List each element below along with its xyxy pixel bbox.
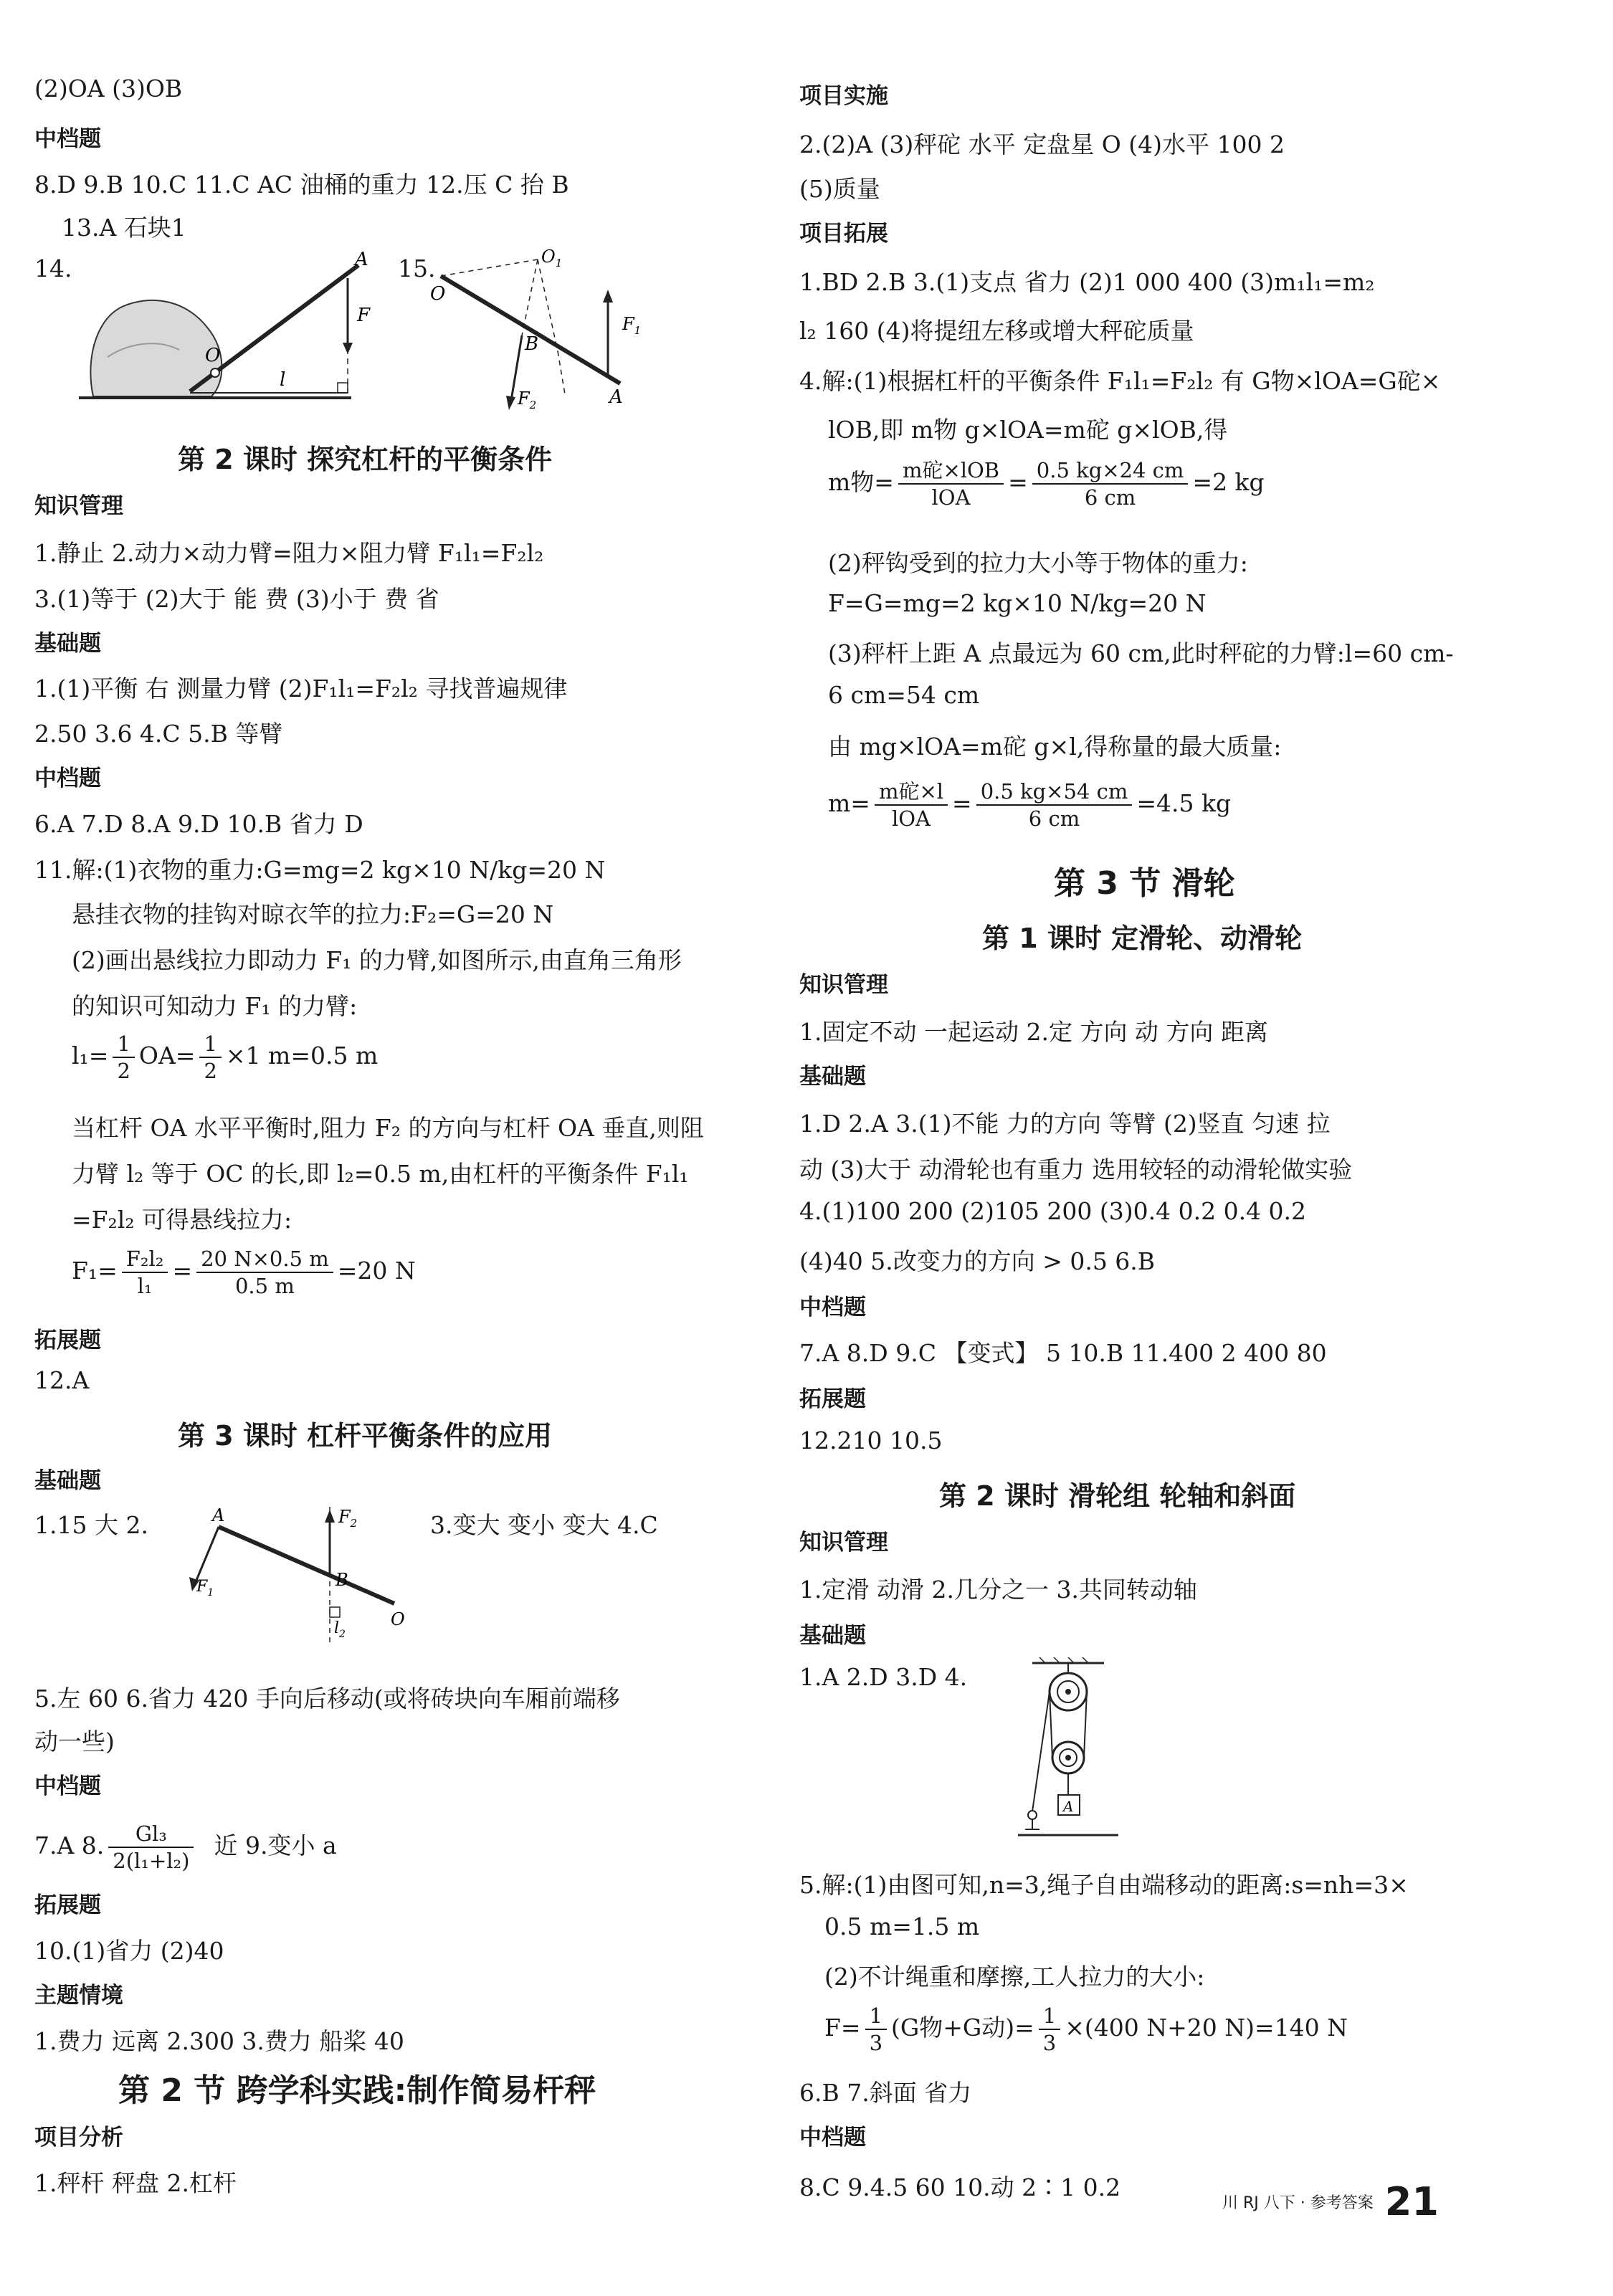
answer-line: 1.固定不动 一起运动 2.定 方向 动 方向 距离 <box>799 1018 1268 1046</box>
answer-line: =F₂l₂ 可得悬线拉力: <box>72 1206 292 1234</box>
answer-line: (5)质量 <box>799 175 880 203</box>
answer-line: 8.D 9.B 10.C 11.C AC 油桶的重力 12.压 C 抬 B <box>34 171 569 199</box>
answer-line: 1.静止 2.动力×动力臂=阻力×阻力臂 F₁l₁=F₂l₂ <box>34 539 544 567</box>
section-title: 第 2 节 跨学科实践:制作简易杆秤 <box>118 2072 596 2109</box>
section-heading: 知识管理 <box>799 1530 888 1556</box>
footer-label: 川 RJ 八下 · 参考答案 <box>1222 2194 1374 2212</box>
answer-line: F=G=mg=2 kg×10 N/kg=20 N <box>828 589 1207 617</box>
section-heading: 知识管理 <box>799 972 888 998</box>
arm-l-label: l <box>280 369 286 391</box>
answer-line: 动 (3)大于 动滑轮也有重力 选用较轻的动滑轮做实验 <box>799 1156 1353 1183</box>
answer-line: 1.BD 2.B 3.(1)支点 省力 (2)1 000 400 (3)m₁l₁=m₂ <box>799 268 1375 296</box>
force-f1-label: $F_1$ <box>196 1578 214 1599</box>
page-footer <box>1222 2179 1439 2224</box>
section-heading: 中档题 <box>799 1295 866 1320</box>
point-o-label: O <box>430 283 446 305</box>
section-heading: 基础题 <box>34 1468 101 1494</box>
section-heading: 项目拓展 <box>799 221 888 247</box>
question-number: 15. <box>398 254 436 282</box>
answer-line: 6.B 7.斜面 省力 <box>799 2079 972 2107</box>
force-f2-label: $F_2$ <box>338 1507 358 1530</box>
section-heading: 拓展题 <box>34 1328 101 1353</box>
answer-line: 11.解:(1)衣物的重力:G=mg=2 kg×10 N/kg=20 N <box>34 856 606 884</box>
point-a-label: A <box>212 1505 225 1525</box>
answer-line: (2)画出悬线拉力即动力 F₁ 的力臂,如图所示,由直角三角形 <box>72 946 682 974</box>
answer-line: 4.(1)100 200 (2)105 200 (3)0.4 0.2 0.4 0.2 <box>799 1197 1307 1225</box>
answer-line: 3.变大 变小 变大 4.C <box>430 1511 658 1539</box>
section-heading: 基础题 <box>34 631 101 657</box>
answer-line: 悬挂衣物的挂钩对晾衣竿的拉力:F₂=G=20 N <box>72 900 554 928</box>
answer-line: 5.左 60 6.省力 420 手向后移动(或将砖块向车厢前端移 <box>34 1685 620 1713</box>
figure-4-pulley-system <box>1018 1657 1118 1844</box>
equation: m物= $\frac{\text{m砣×lOB}}{\text{lOA}}$ = $\frac{0.5 kg\times 24 cm}{6 cm}$ =2 kg <box>828 458 1265 510</box>
answer-line: 的知识可知动力 F₁ 的力臂: <box>72 992 358 1020</box>
answer-line: (2)OA (3)OB <box>34 75 183 103</box>
answer-line: 8.C 9.4.5 60 10.动 2∶1 0.2 <box>799 2173 1121 2201</box>
answer-line: 2.(2)A (3)秤砣 水平 定盘星 O (4)水平 100 2 <box>799 130 1285 158</box>
point-o-label: O <box>391 1609 405 1629</box>
section-heading: 中档题 <box>34 1773 101 1799</box>
point-o1-label: $O_1$ <box>541 247 563 270</box>
section-heading: 主题情境 <box>34 1983 123 2009</box>
answer-line: 6.A 7.D 8.A 9.D 10.B 省力 D <box>34 810 363 838</box>
answer-line: 12.210 10.5 <box>799 1426 943 1454</box>
section-heading: 中档题 <box>34 126 101 152</box>
answer-line: 10.(1)省力 (2)40 <box>34 1937 224 1965</box>
answer-line: 1.秤杆 秤盘 2.杠杆 <box>34 2169 237 2197</box>
answer-line: 动一些) <box>34 1728 115 1756</box>
figure-14-lever-rock <box>65 249 373 407</box>
lesson-title: 第 1 课时 定滑轮、动滑轮 <box>982 923 1303 954</box>
answer-line: lOB,即 m物 g×lOA=m砣 g×lOB,得 <box>828 416 1228 444</box>
section-heading: 中档题 <box>799 2125 866 2150</box>
answer-line: 4.解:(1)根据杠杆的平衡条件 F₁l₁=F₂l₂ 有 G物×lOA=G砣× <box>799 367 1441 395</box>
answer-line: 1.15 大 2. <box>34 1511 148 1539</box>
equation: F₁= $\frac{\text{F₂l₂}}{\text{l₁}}$ = $\frac{20 N\times 0.5 m}{0.5 m}$ =20 N <box>72 1247 416 1298</box>
point-a-label: A <box>355 249 368 270</box>
force-f-label: F <box>357 305 371 326</box>
answer-line: 1.A 2.D 3.D 4. <box>799 1663 968 1691</box>
answer-line: (2)不计绳重和摩擦,工人拉力的大小: <box>824 1963 1205 1991</box>
answer-line: 7.A 8.D 9.C 【变式】 5 10.B 11.400 2 400 80 <box>799 1339 1327 1367</box>
answer-line: l₂ 160 (4)将提纽左移或增大秤砣质量 <box>799 317 1194 345</box>
section-heading: 基础题 <box>799 1623 866 1649</box>
answer-line: 0.5 m=1.5 m <box>824 1912 980 1940</box>
answer-line: 2.50 3.6 4.C 5.B 等臂 <box>34 720 283 748</box>
page-number: 21 <box>1384 2179 1439 2224</box>
answer-line: 由 mg×lOA=m砣 g×l,得称量的最大质量: <box>828 733 1282 761</box>
answer-line: (2)秤钩受到的拉力大小等于物体的重力: <box>828 549 1248 577</box>
figure-2-lever-forces <box>179 1500 430 1643</box>
equation: m= $\frac{\text{m砣×l}}{\text{lOA}}$ = $\frac{0.5 kg\times 54 cm}{6 cm}$ =4.5 kg <box>828 779 1232 831</box>
arm-l2-label: $l_2$ <box>334 1619 346 1640</box>
answer-line: 1.D 2.A 3.(1)不能 力的方向 等臂 (2)竖直 匀速 拉 <box>799 1110 1331 1138</box>
answer-line: 13.A 石块1 <box>62 214 186 242</box>
question-number: 14. <box>34 254 72 282</box>
lesson-title: 第 2 课时 探究杠杆的平衡条件 <box>178 444 553 475</box>
equation: F= $\frac{1}{3}$ (G物+G动)= $\frac{1}{3}$ ×(400 N+20 N)=140 N <box>824 2004 1348 2055</box>
section-title: 第 3 节 滑轮 <box>1054 865 1235 902</box>
section-heading: 知识管理 <box>34 493 123 519</box>
answer-line: 力臂 l₂ 等于 OC 的长,即 l₂=0.5 m,由杠杆的平衡条件 F₁l₁ <box>72 1160 689 1188</box>
point-o-label: O <box>205 345 221 366</box>
section-heading: 中档题 <box>34 766 101 791</box>
section-heading: 项目实施 <box>799 83 888 109</box>
force-f2-label: $F_2$ <box>518 389 537 411</box>
block-a-label: A <box>1063 1798 1074 1815</box>
force-f1-label: $F_1$ <box>622 314 642 337</box>
answer-line: 1.定滑 动滑 2.几分之一 3.共同转动轴 <box>799 1576 1197 1604</box>
answer-line: (3)秤杆上距 A 点最远为 60 cm,此时秤砣的力臂:l=60 cm- <box>828 639 1454 667</box>
answer-line: 6 cm=54 cm <box>828 681 980 709</box>
point-a-label: A <box>609 386 623 408</box>
section-heading: 基础题 <box>799 1064 866 1090</box>
section-heading: 项目分析 <box>34 2125 123 2150</box>
answer-line: 5.解:(1)由图可知,n=3,绳子自由端移动的距离:s=nh=3× <box>799 1871 1409 1899</box>
section-heading: 拓展题 <box>34 1892 101 1918</box>
lesson-title: 第 3 课时 杠杆平衡条件的应用 <box>178 1420 553 1452</box>
answer-line: 3.(1)等于 (2)大于 能 费 (3)小于 费 省 <box>34 585 439 613</box>
answer-line: 当杠杆 OA 水平平衡时,阻力 F₂ 的方向与杠杆 OA 垂直,则阻 <box>72 1114 704 1142</box>
point-b-label: B <box>336 1570 348 1590</box>
answer-line: 12.A <box>34 1366 90 1394</box>
section-heading: 拓展题 <box>799 1386 866 1412</box>
answer-line: 1.(1)平衡 右 测量力臂 (2)F₁l₁=F₂l₂ 寻找普遍规律 <box>34 675 568 702</box>
answer-line: (4)40 5.改变力的方向 > 0.5 6.B <box>799 1247 1156 1275</box>
point-b-label: B <box>525 333 539 355</box>
figure-15-lever-forces <box>430 244 660 416</box>
lesson-title: 第 2 课时 滑轮组 轮轴和斜面 <box>939 1480 1296 1512</box>
equation: l₁= $\frac{1}{2}$ OA= $\frac{1}{2}$ ×1 m=0.5 m <box>72 1032 379 1083</box>
answer-line: 7.A 8. $\frac{\text{Gl₃}}{\text{2(l₁+l₂)}}$ 近 9.变小 a <box>34 1821 337 1873</box>
answer-line: 1.费力 远离 2.300 3.费力 船桨 40 <box>34 2027 404 2055</box>
